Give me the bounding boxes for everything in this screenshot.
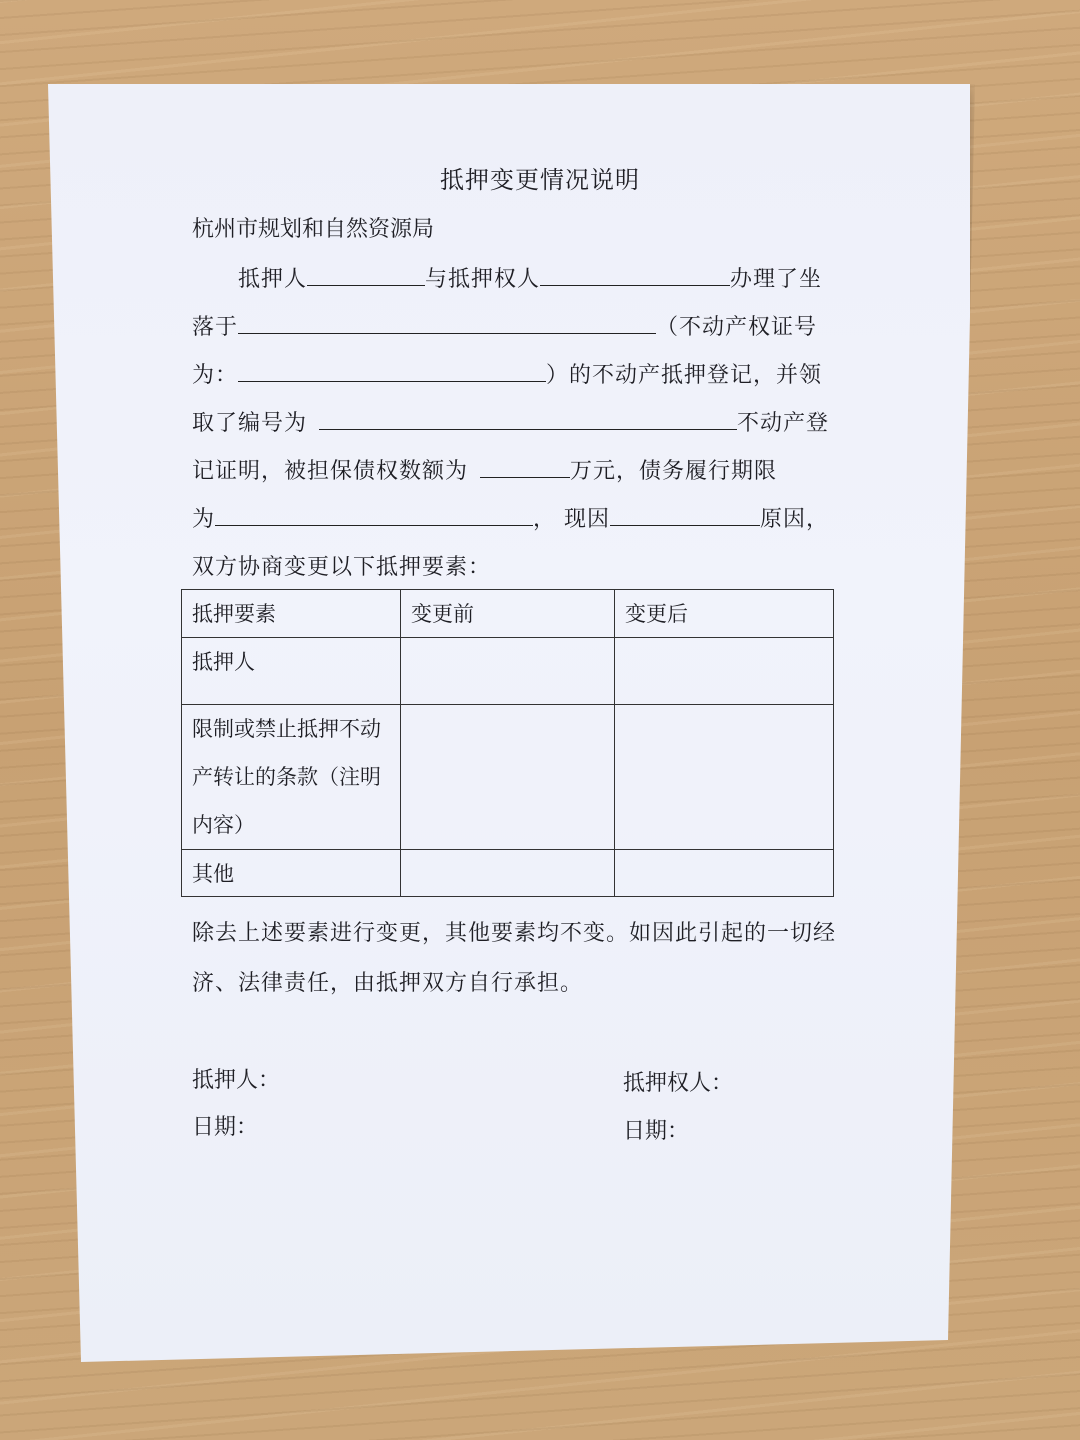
mortgagor-date-label: 日期： (192, 1115, 259, 1140)
mortgagee-date-label: 日期： (623, 1119, 690, 1144)
body-line-1 (238, 262, 822, 293)
table-cell-after[interactable] (615, 638, 834, 705)
change-elements-table (181, 589, 834, 897)
mortgagor-blank[interactable] (307, 263, 425, 286)
table-cell-before[interactable] (401, 850, 615, 897)
body-text: 不动产登 (737, 411, 830, 436)
mortgagor-signature-label: 抵押人： (192, 1068, 281, 1093)
body-line-2 (192, 310, 817, 341)
addressee: 杭州市规划和自然资源局 (192, 217, 435, 242)
table-cell-after[interactable] (615, 850, 834, 897)
table-header-cell: 抵押要素 (182, 590, 401, 638)
table-cell-after[interactable] (615, 705, 834, 850)
amount-blank[interactable] (480, 455, 570, 478)
body-text: ， 现因 (533, 507, 611, 532)
table-row (182, 705, 834, 850)
body-text: 为 (192, 507, 216, 532)
document-title: 抵押变更情况说明 (440, 166, 640, 194)
table-cell-element: 其他 (182, 850, 401, 897)
body-text: 原因， (760, 507, 830, 532)
body-line-3 (192, 358, 822, 389)
closing-line-2: 济、法律责任，由抵押双方自行承担。 (192, 971, 584, 996)
reason-blank[interactable] (610, 503, 760, 526)
cell-text-line: 限制或禁止抵押不动 (192, 717, 381, 741)
body-text: 为： (192, 363, 239, 388)
table-row (182, 638, 834, 705)
table-header-cell: 变更前 (401, 590, 615, 638)
body-text: 落于 (192, 315, 239, 340)
body-line-7: 双方协商变更以下抵押要素： (192, 555, 492, 580)
table-row (182, 850, 834, 897)
registration-number-blank[interactable] (319, 407, 737, 430)
cell-text-line: 产转让的条款（注明 (192, 765, 381, 789)
body-text: 记证明，被担保债权数额为 (192, 459, 469, 484)
mortgagee-blank[interactable] (540, 263, 730, 286)
body-line-4 (192, 406, 829, 437)
body-text: 办理了坐 (730, 267, 823, 292)
mortgagor-label-inline: 抵押人 (238, 267, 308, 292)
body-text: 万元，债务履行期限 (570, 459, 778, 484)
body-text: （不动产权证号 (656, 315, 818, 340)
table-cell-element: 抵押人 (182, 638, 401, 705)
location-blank[interactable] (238, 311, 656, 334)
mortgagee-signature-label: 抵押权人： (623, 1071, 734, 1096)
table-cell-element (182, 705, 401, 850)
cell-text-line: 内容） (192, 813, 255, 837)
table-header-row (182, 590, 834, 638)
table-cell-before[interactable] (401, 705, 615, 850)
term-blank[interactable] (215, 503, 533, 526)
body-line-5 (192, 454, 777, 485)
mortgagee-label-inline: 与抵押权人 (425, 267, 541, 292)
body-text: 取了编号为 (192, 411, 308, 436)
closing-line-1: 除去上述要素进行变更，其他要素均不变。如因此引起的一切经 (192, 921, 837, 946)
body-line-6 (192, 502, 829, 533)
table-cell-before[interactable] (401, 638, 615, 705)
certificate-number-blank[interactable] (238, 359, 546, 382)
table-header-cell: 变更后 (615, 590, 834, 638)
body-text: ）的不动产抵押登记，并领 (546, 363, 823, 388)
